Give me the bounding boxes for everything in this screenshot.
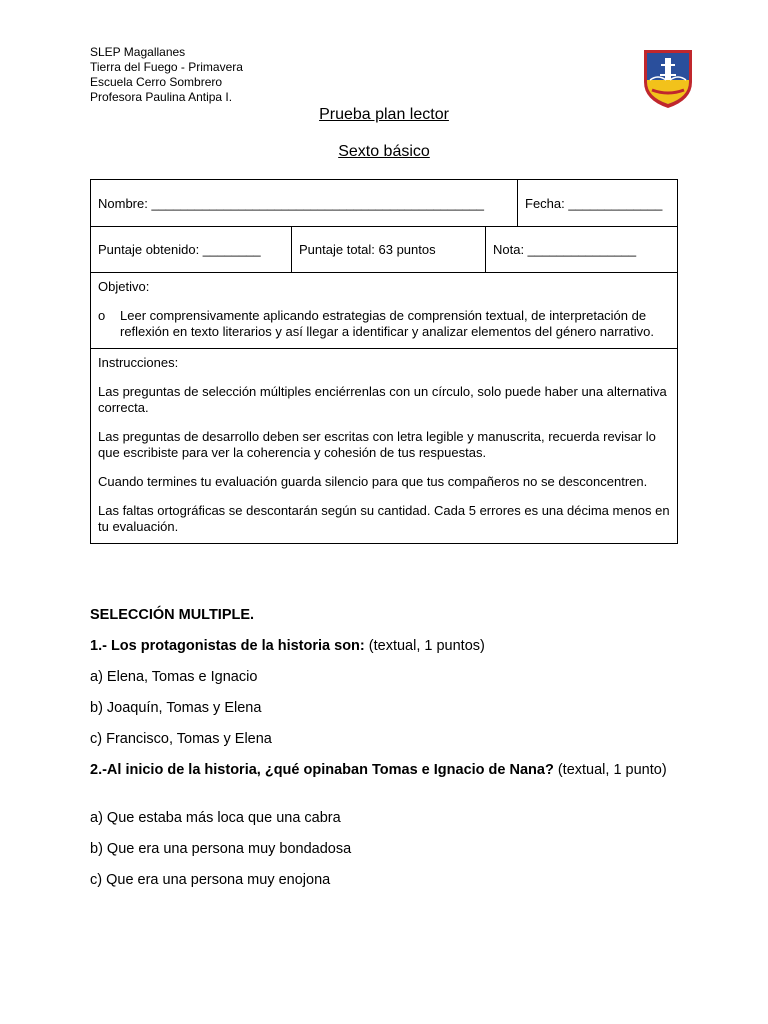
objective-label: Objetivo:: [98, 279, 150, 294]
header-line-school: Escuela Cerro Sombrero: [90, 75, 223, 89]
name-field[interactable]: Nombre: ______________________________________________: [98, 195, 485, 211]
score-obtained-field[interactable]: Puntaje obtenido: ________: [98, 242, 261, 257]
instructions-label: Instrucciones:: [98, 355, 179, 370]
page-title: Prueba plan lector: [319, 106, 449, 123]
section-title: SELECCIÓN MULTIPLE.: [90, 607, 255, 623]
question-2-prompt: 2.-Al inicio de la historia, ¿qué opinaban Tomas e Ignacio de Nana?: [90, 762, 554, 778]
question-1-option-b[interactable]: b) Joaquín, Tomas y Elena: [90, 700, 262, 716]
student-form: [90, 179, 678, 544]
question-1: [90, 637, 670, 655]
form-row-scores: [91, 227, 677, 273]
instruction-item: Las preguntas de selección múltiples enciérrenlas con un círculo, solo puede haber una alternativa correcta.: [98, 384, 667, 415]
question-2-meta: (textual, 1 punto): [553, 762, 667, 778]
instructions-section: [91, 349, 677, 543]
question-1-option-c[interactable]: c) Francisco, Tomas y Elena: [90, 731, 272, 747]
question-1-prompt: 1.- Los protagonistas de la historia son:: [90, 638, 365, 654]
question-2-option-b[interactable]: b) Que era una persona muy bondadosa: [90, 841, 352, 857]
grade-field[interactable]: Nota: _______________: [485, 227, 677, 272]
objective-section: [91, 273, 677, 349]
form-row-name-date: [91, 180, 677, 227]
question-2: [90, 761, 670, 779]
header-line-slep: SLEP Magallanes: [90, 45, 186, 59]
bullet-icon: o: [98, 308, 106, 323]
header-line-teacher: Profesora Paulina Antipa I.: [90, 90, 233, 104]
header-line-region: Tierra del Fuego - Primavera: [90, 60, 243, 74]
school-crest-logo: [640, 46, 696, 110]
instruction-item: Cuando termines tu evaluación guarda silencio para que tus compañeros no se desconcentren.: [98, 474, 648, 489]
question-2-option-a[interactable]: a) Que estaba más loca que una cabra: [90, 810, 341, 826]
question-1-meta: (textual, 1 puntos): [364, 638, 485, 654]
question-2-option-c[interactable]: c) Que era una persona muy enojona: [90, 872, 331, 888]
objective-item: [98, 308, 670, 340]
instruction-item: Las faltas ortográficas se descontarán según su cantidad. Cada 5 errores es una décima menos en tu evaluación.: [98, 503, 670, 534]
school-header: [90, 45, 243, 105]
page-subtitle: Sexto básico: [338, 143, 430, 160]
objective-text: Leer comprensivamente aplicando estrategias de comprensión textual, de interpretación de reflexión en texto literarios y así llegar a identificar y analizar elementos del género narrativo.: [120, 308, 654, 339]
question-1-option-a[interactable]: a) Elena, Tomas e Ignacio: [90, 669, 258, 685]
date-field[interactable]: Fecha: _____________: [517, 180, 677, 226]
instruction-item: Las preguntas de desarrollo deben ser escritas con letra legible y manuscrita, recuerda revisar lo que escribiste para ver la coherencia y cohesión de tus respuestas.: [98, 429, 656, 460]
score-total: Puntaje total: 63 puntos: [291, 227, 485, 272]
